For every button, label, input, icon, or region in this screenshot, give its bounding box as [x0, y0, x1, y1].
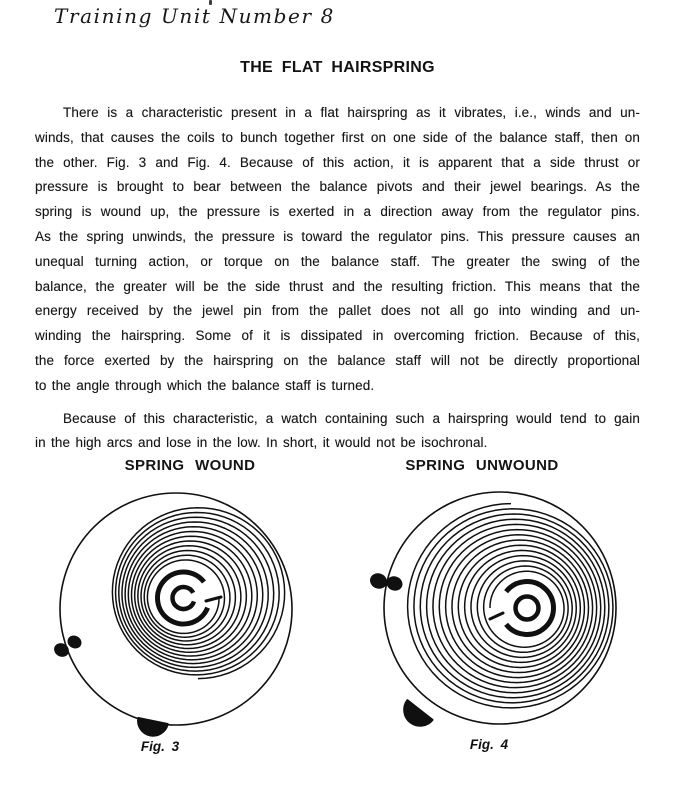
figure-label-spring-wound: SPRING WOUND [124, 457, 256, 474]
text-line: the force exerted by the hairspring on the balance staff will not be directly proportional [35, 352, 640, 368]
text-line: spring is wound up, the pressure is exerted in a direction away from the regulator pins. [35, 204, 640, 220]
figure-caption-4: Fig. 4 [469, 737, 509, 752]
coil-spiral-fig2 [408, 504, 613, 708]
collet-fig2 [506, 582, 553, 635]
text-line: winding the hairspring. Some of it is dissipated in overcoming friction. Because of this, [35, 328, 640, 344]
text-line: Because of this characteristic, a watch containing such a hairspring would tend to gain [63, 410, 640, 426]
text-line: energy received by the jewel pin from the pallet does not all go into winding and un- [35, 303, 640, 319]
paragraph [35, 101, 640, 399]
text-line: There is a characteristic present in a flat hairspring as it vibrates, i.e., winds and un- [63, 105, 640, 120]
text-line: winds, that causes the coils to bunch together first on one side of the balance staff, then on [35, 129, 640, 145]
text-line: in the high arcs and lose in the low. In short, it would not be isochronal. [35, 435, 488, 451]
stud-fig2 [404, 700, 432, 726]
staff-hole-fig1 [172, 587, 193, 609]
text-line: unequal turning action, or torque on the balance staff. The greater the swing of the [35, 253, 640, 269]
collet-terminal-fig2 [490, 613, 503, 619]
text-line: to the angle through which the balance staff is turned. [35, 377, 375, 393]
coil-spiral-fig1 [112, 508, 284, 679]
outer-coil-fig2 [384, 492, 616, 724]
page-title: THE FLAT HAIRSPRING [240, 59, 435, 76]
collet-fig1 [158, 572, 208, 624]
hairspring-diagrams [0, 478, 673, 770]
text-line: pressure is brought to bear between the balance pivots and their jewel bearings. As the [35, 179, 640, 195]
text-line: balance, the greater will be the side thrust and the resulting friction. This means that the [35, 278, 640, 294]
page-header-script: Training Unit Number 8 [54, 4, 335, 28]
text-line: As the spring unwinds, the pressure is toward the regulator pins. This pressure causes an [35, 228, 640, 244]
staff-hole-fig2 [516, 597, 539, 620]
stud-fig1 [138, 718, 168, 736]
text-line: the other. Fig. 3 and Fig. 4. Because of this action, it is apparent that a side thrust or [35, 154, 640, 170]
figure-caption-3: Fig. 3 [140, 739, 180, 754]
outer-coil-fig1 [60, 493, 292, 725]
paragraph [35, 407, 640, 457]
figure-label-spring-unwound: SPRING UNWOUND [405, 457, 559, 474]
body-text [35, 101, 640, 456]
